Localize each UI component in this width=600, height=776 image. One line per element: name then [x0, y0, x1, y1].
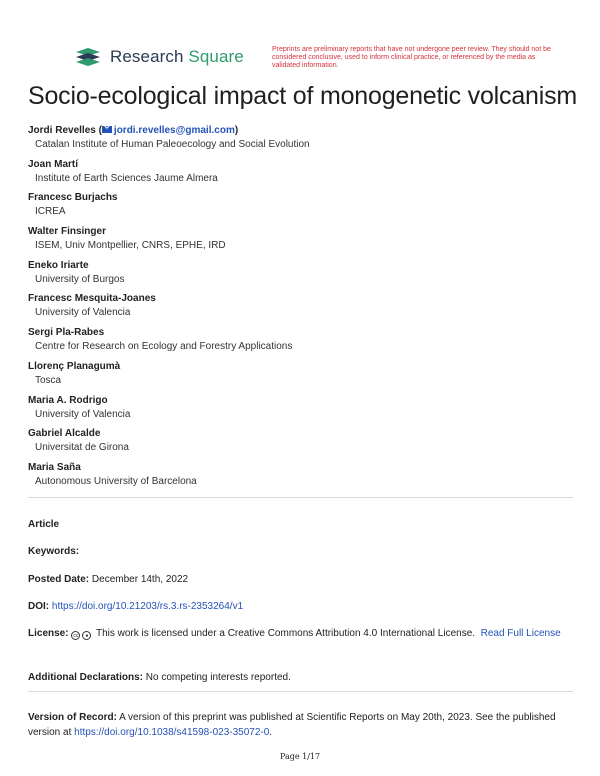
author-name: Francesc Mesquita-Joanes	[28, 293, 156, 305]
author-affiliation: University of Valencia	[35, 408, 131, 420]
author-name: Joan Martí	[28, 158, 79, 170]
author-affiliation: Institute of Earth Sciences Jaume Almera	[35, 172, 218, 184]
logo-text: Research Square	[110, 47, 244, 66]
cc-icon: cc	[73, 633, 79, 639]
divider	[28, 691, 573, 692]
preprint-disclaimer: Preprints are preliminary reports that have not undergone peer review. They should not be considered conclusive, used to inform clinical practice, or referenced by the media as validated information.	[272, 46, 551, 69]
envelope-icon	[102, 126, 112, 133]
author-affiliation: Autonomous University of Barcelona	[35, 475, 197, 487]
paper-title: Socio-ecological impact of monogenetic volcanism	[28, 82, 578, 110]
author-name: Jordi Revelles	[28, 125, 96, 136]
author-name: Francesc Burjachs	[28, 192, 118, 204]
published-version-link[interactable]: https://doi.org/10.1038/s41598-023-35072-0	[74, 727, 270, 738]
author-entry: Jordi Revelles ( jordi.revelles@gmail.com) Catalan Institute of Human Paleoecology and Social Evolution	[28, 124, 573, 158]
author-name: Walter Finsinger	[28, 226, 106, 238]
author-entry	[28, 259, 573, 293]
author-entry	[28, 158, 573, 192]
additional-declarations: Additional Declarations: No competing interests reported.	[28, 672, 291, 683]
author-affiliation: University of Burgos	[35, 273, 125, 285]
author-entry	[28, 461, 573, 495]
article-type: Article	[28, 519, 60, 530]
research-square-logo-icon	[74, 46, 102, 68]
version-of-record: Version of Record: A version of this preprint was published at Scientific Reports on May 20th, 2023. See the published version at https://doi.org/10.1038/s41598-023-35072-0.	[28, 712, 556, 738]
author-affiliation: Catalan Institute of Human Paleoecology and Social Evolution	[35, 139, 310, 150]
license: License: cc ● This work is licensed under a Creative Commons Attribution 4.0 International License. Read Full License	[28, 628, 561, 639]
author-entry	[28, 292, 573, 326]
author-name: Maria Saña	[28, 461, 81, 473]
author-entry	[28, 394, 573, 428]
doi: DOI: https://doi.org/10.21203/rs.3.rs-2353264/v1	[28, 601, 244, 612]
author-affiliation: ISEM, Univ Montpellier, CNRS, EPHE, IRD	[35, 240, 226, 252]
author-name: Gabriel Alcalde	[28, 428, 101, 440]
by-attribution-icon: ●	[82, 631, 91, 640]
author-entry	[28, 360, 573, 394]
author-entry	[28, 225, 573, 259]
author-affiliation: ICREA	[35, 206, 66, 218]
research-square-logo[interactable]	[74, 46, 244, 68]
author-name: Maria A. Rodrigo	[28, 394, 108, 406]
author-list	[28, 124, 573, 495]
author-email-link[interactable]: jordi.revelles@gmail.com	[102, 125, 235, 136]
author-entry	[28, 427, 573, 461]
author-name: Llorenç Planagumà	[28, 360, 121, 372]
divider	[28, 497, 573, 498]
author-name: Eneko Iriarte	[28, 259, 89, 271]
page-number: Page 1/17	[279, 752, 321, 761]
author-affiliation: Universitat de Girona	[35, 442, 129, 454]
doi-link[interactable]: https://doi.org/10.21203/rs.3.rs-2353264/v1	[51, 601, 244, 612]
author-name: Sergi Pla-Rabes	[28, 327, 105, 339]
author-affiliation: Tosca	[35, 374, 62, 386]
author-affiliation: University of Valencia	[35, 307, 131, 319]
read-full-license-link[interactable]: Read Full License	[480, 628, 561, 639]
keywords: Keywords:	[28, 546, 80, 557]
author-affiliation: Centre for Research on Ecology and Forestry Applications	[35, 341, 293, 353]
author-entry	[28, 191, 573, 225]
posted-date: Posted Date: December 14th, 2022	[28, 574, 189, 585]
author-entry	[28, 326, 573, 360]
